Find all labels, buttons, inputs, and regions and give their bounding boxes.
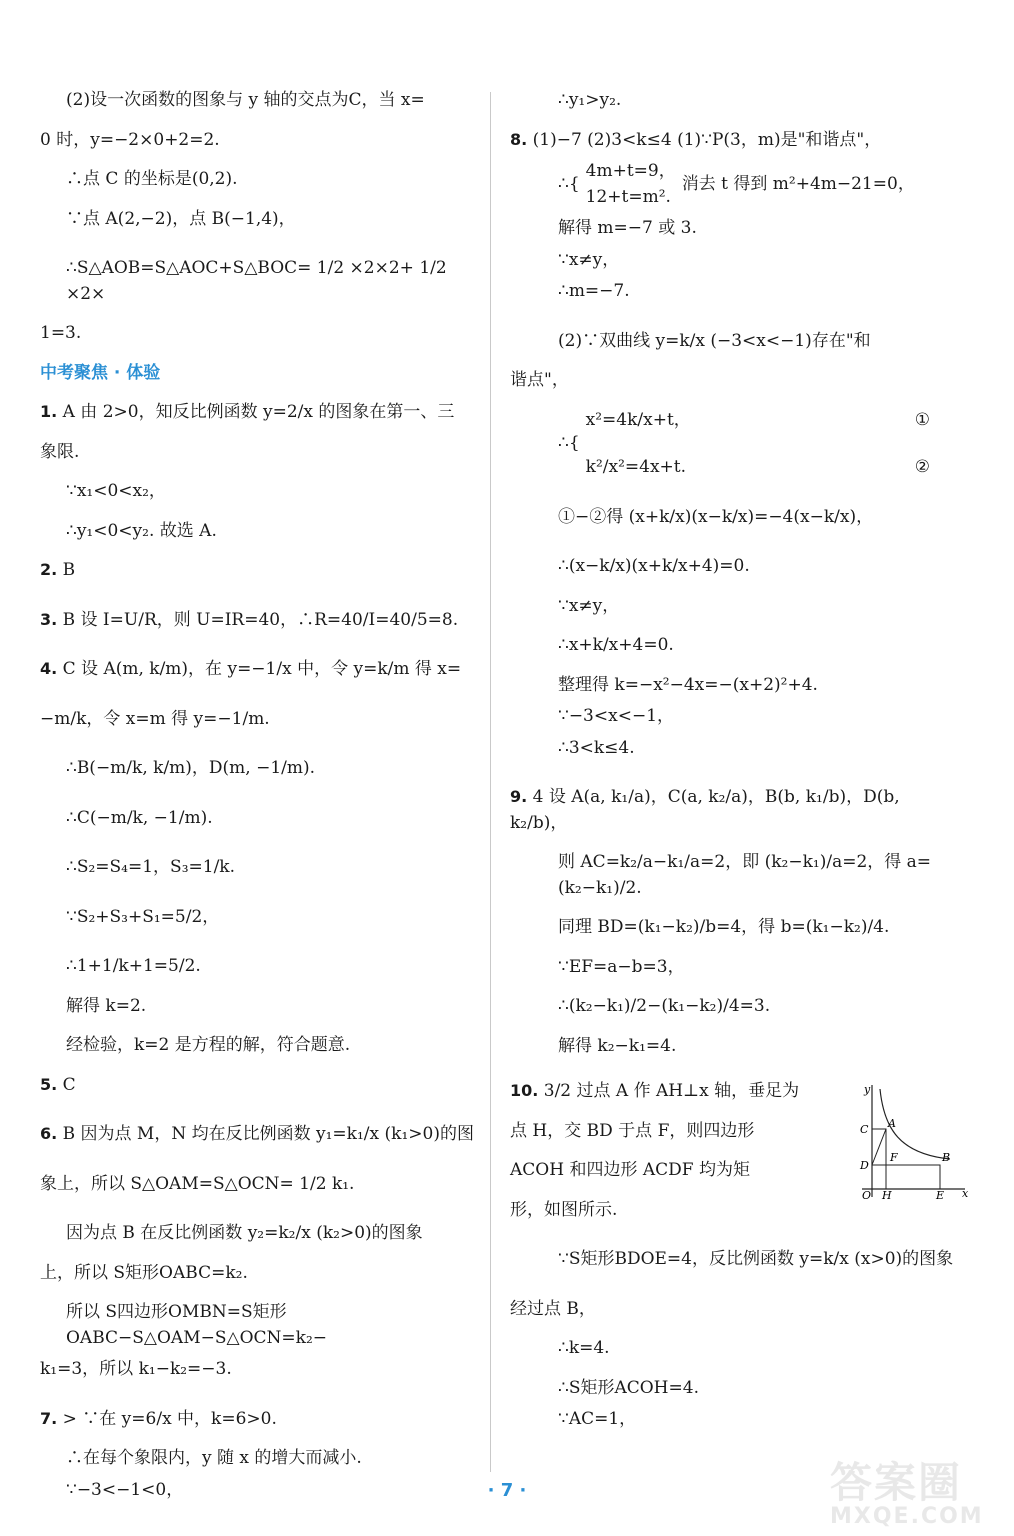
- equation-tag: ①: [914, 409, 930, 430]
- question-5: [40, 1073, 480, 1099]
- text-line: 上，所以 S矩形OABC=k₂.: [40, 1262, 248, 1283]
- question-text: > ∵在 y=6/x 中，k=6>0.: [62, 1408, 277, 1429]
- question-text: A 由 2>0，知反比例函数 y=2/x 的图象在第一、三: [62, 402, 455, 422]
- text-line: ACOH 和四边形 ACDF 均为矩: [510, 1160, 750, 1180]
- text-line: 解得 k₂−k₁=4.: [558, 1035, 677, 1056]
- text-line: 整理得 k=−x²−4x=−(x+2)²+4.: [558, 674, 818, 695]
- question-text: B 设 I=U/R，则 U=IR=40，∴R=40/I=40/5=8.: [62, 609, 459, 630]
- label-b: B: [942, 1151, 951, 1164]
- text-line: ∵EF=a−b=3，: [558, 956, 685, 977]
- system-equation: x²=4k/x+t，: [585, 409, 691, 430]
- text-line: ∴点 C 的坐标是(0,2).: [66, 169, 238, 189]
- page-number: · 7 ·: [487, 1480, 527, 1501]
- label-y: y: [864, 1083, 871, 1096]
- text-line: ∴k=4.: [558, 1338, 610, 1358]
- question-number: 10.: [510, 1081, 539, 1100]
- question-text: (1)−7 (2)3<k≤4 (1)∵P(3，m)是"和谐点"，: [532, 129, 882, 150]
- text-line: ∴在每个象限内，y 随 x 的增大而减小.: [66, 1448, 362, 1468]
- question-number: 2.: [40, 560, 58, 579]
- question-10-block: [510, 1079, 969, 1223]
- question-10: [510, 1079, 810, 1105]
- text-line: 所以 S四边形OMBN=S矩形OABC−S△OAM−S△OCN=k₂−: [66, 1302, 328, 1348]
- watermark-url: MXQE.COM: [830, 1504, 984, 1529]
- text-line: ∴y₁>y₂.: [558, 90, 622, 110]
- text-line: ∵点 A(2,−2)，点 B(−1,4)，: [66, 208, 296, 229]
- text-line: ∴C(−m/k, −1/m).: [66, 807, 213, 828]
- text-line: 解得 m=−7 或 3.: [558, 218, 697, 238]
- text-line: ∴x+k/x+4=0.: [558, 635, 674, 655]
- question-text: 3/2 过点 A 作 AH⊥x 轴，垂足为: [543, 1081, 800, 1101]
- text-line: ∵x≠y，: [558, 249, 620, 270]
- text-line: ∵x₁<0<x₂，: [66, 481, 166, 501]
- watermark-logo: 答案圈: [830, 1458, 963, 1507]
- text-line: ∴m=−7.: [558, 281, 630, 301]
- text-line: k₁=3，所以 k₁−k₂=−3.: [40, 1359, 232, 1379]
- left-column: [40, 88, 480, 1503]
- question-2: [40, 558, 480, 584]
- system-tail: 消去 t 得到 m²+4m−21=0，: [681, 173, 915, 194]
- text-line: 点 H，交 BD 于点 F，则四边形: [510, 1120, 755, 1141]
- text-line: 形，如图所示.: [510, 1199, 618, 1220]
- watermark: [830, 1450, 1005, 1530]
- text-line: 同理 BD=(k₁−k₂)/b=4，得 b=(k₁−k₂)/4.: [558, 917, 890, 937]
- question-9: [510, 785, 960, 836]
- text-line: ∵S矩形BDOE=4，反比例函数 y=k/x (x>0)的图象: [558, 1249, 954, 1269]
- question-8: [510, 128, 960, 154]
- question-6: [40, 1122, 480, 1148]
- question-text: 4 设 A(a, k₁/a)，C(a, k₂/a)，B(b, k₁/b)，D(b, k₂/b)，: [510, 787, 900, 833]
- text-line: 经检验，k=2 是方程的解，符合题意.: [66, 1035, 351, 1055]
- right-column: [510, 88, 969, 1433]
- question-3: [40, 608, 480, 634]
- text-line: ∴S矩形ACOH=4.: [558, 1377, 699, 1398]
- text-line: (2)设一次函数的图象与 y 轴的交点为C，当 x=: [66, 90, 425, 110]
- graph-figure: [850, 1079, 970, 1199]
- text-line: ∵−3<x<−1，: [558, 706, 675, 726]
- question-1: [40, 400, 480, 426]
- text-line: ①−②得 (x+k/x)(x−k/x)=−4(x−k/x)，: [558, 506, 874, 527]
- question-number: 3.: [40, 609, 58, 629]
- text-line: (2)∵双曲线 y=k/x (−3<x<−1)存在"和: [558, 330, 871, 351]
- question-text: C 设 A(m, k/m)，在 y=−1/x 中，令 y=k/m 得 x=: [62, 659, 462, 679]
- segment: [872, 1129, 886, 1165]
- label-d: D: [860, 1159, 869, 1172]
- text-line: 1=3.: [40, 323, 82, 343]
- system-equation: 12+t=m².: [585, 186, 671, 207]
- label-c: C: [860, 1123, 869, 1136]
- text-line: ∴B(−m/k, k/m)，D(m, −1/m).: [66, 758, 316, 778]
- equation-system: [510, 159, 960, 210]
- label-f: F: [890, 1151, 898, 1164]
- rectangle-bdoe: [872, 1165, 940, 1189]
- column-divider: [490, 92, 491, 1472]
- question-text: B 因为点 M，N 均在反比例函数 y₁=k₁/x (k₁>0)的图: [62, 1124, 474, 1144]
- brace-symbol: ∴{: [558, 433, 580, 454]
- system-lines: [586, 408, 691, 481]
- question-number: 8.: [510, 129, 528, 149]
- text-line: ∴(k₂−k₁)/2−(k₁−k₂)/4=3.: [558, 996, 771, 1016]
- question-text: C: [62, 1074, 76, 1095]
- question-number: 7.: [40, 1408, 58, 1428]
- label-h: H: [882, 1189, 892, 1199]
- question-number: 4.: [40, 659, 58, 678]
- text-line: 则 AC=k₂/a−k₁/a=2，即 (k₂−k₁)/a=2，得 a=(k₂−k₁)/2.: [558, 852, 932, 898]
- label-o: O: [862, 1189, 872, 1199]
- brace-symbol: ∴{: [558, 173, 580, 194]
- question-number: 5.: [40, 1074, 58, 1094]
- label-a: A: [888, 1117, 896, 1130]
- text-line: −m/k，令 x=m 得 y=−1/m.: [40, 708, 270, 729]
- question-4: [40, 657, 480, 683]
- question-number: 9.: [510, 787, 528, 806]
- text-line: ∵x≠y，: [558, 595, 620, 616]
- text-line: ∴y₁<0<y₂. 故选 A.: [66, 520, 217, 541]
- text-line: 谐点"，: [510, 370, 569, 390]
- text-line: ∵AC=1，: [558, 1409, 637, 1429]
- text-line: ∴3<k≤4.: [558, 737, 635, 758]
- text-line: ∴1+1/k+1=5/2.: [66, 956, 201, 976]
- text-line: 象限.: [40, 441, 80, 462]
- text-line: ∴(x−k/x)(x+k/x+4)=0.: [558, 556, 750, 576]
- text-line: 经过点 B，: [510, 1298, 596, 1319]
- section-title: 中考聚焦 · 体验: [40, 362, 161, 383]
- question-number: 1.: [40, 402, 58, 421]
- question-7: [40, 1407, 480, 1433]
- text-line: ∴S△AOB=S△AOC+S△BOC= 1/2 ×2×2+ 1/2 ×2×: [66, 258, 447, 304]
- label-x: x: [962, 1187, 969, 1199]
- text-line: 因为点 B 在反比例函数 y₂=k₂/x (k₂>0)的图象: [66, 1223, 423, 1243]
- equation-tags: [915, 408, 930, 481]
- equation-tag: ②: [914, 457, 930, 477]
- text-line: ∴S₂=S₄=1，S₃=1/k.: [66, 857, 235, 877]
- system-equation: 4m+t=9，: [585, 161, 676, 181]
- text-line: 象上，所以 S△OAM=S△OCN= 1/2 k₁.: [40, 1173, 355, 1194]
- system-lines: [586, 159, 676, 210]
- question-text: B: [62, 560, 76, 580]
- text-line: 解得 k=2.: [66, 995, 147, 1016]
- text-line: ∵S₂+S₃+S₁=5/2，: [66, 906, 220, 927]
- text-line: 0 时，y=−2×0+2=2.: [40, 129, 220, 150]
- question-number: 6.: [40, 1124, 58, 1143]
- label-e: E: [936, 1189, 945, 1199]
- system-equation: k²/x²=4x+t.: [585, 457, 687, 477]
- equation-system: [510, 408, 960, 481]
- text-line: ∵−3<−1<0，: [66, 1479, 184, 1500]
